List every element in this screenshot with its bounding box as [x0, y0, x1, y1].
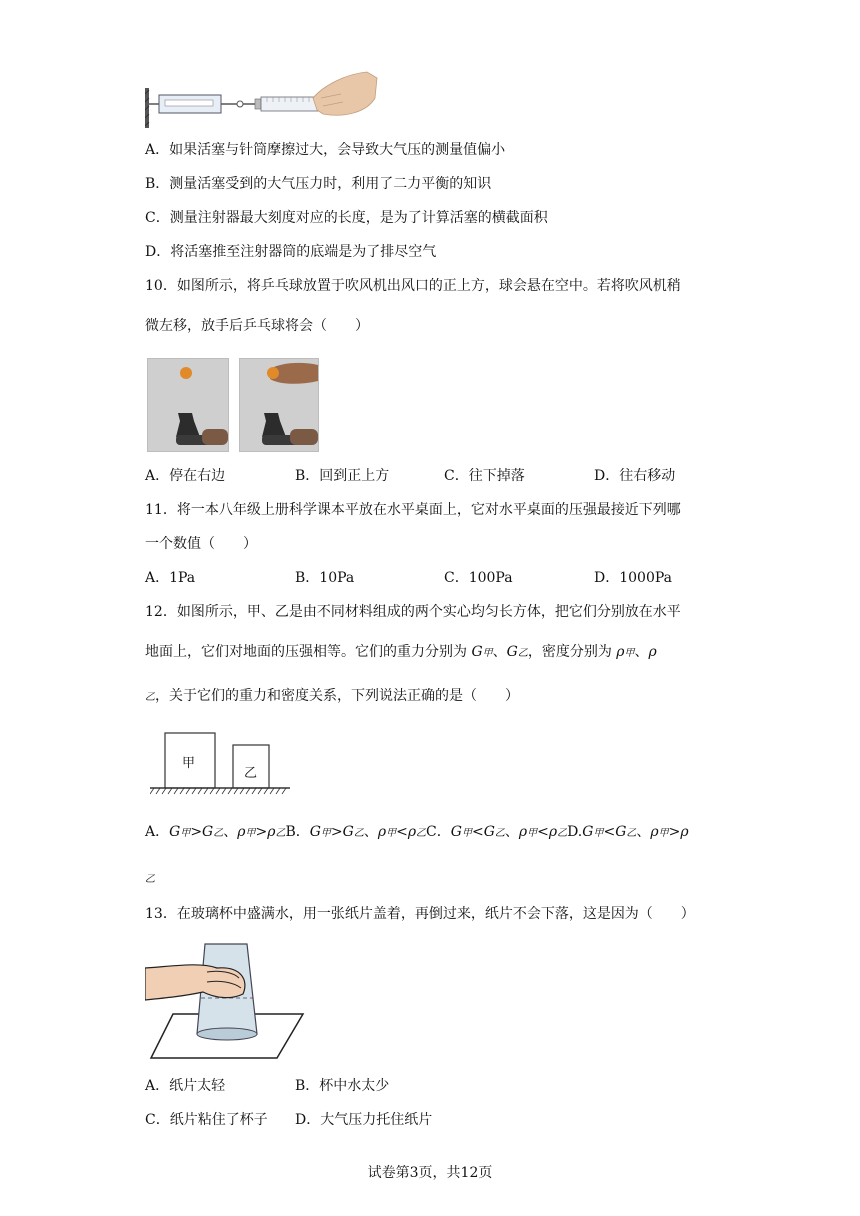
q10-option-c: C．往下掉落: [444, 468, 525, 484]
q10-stem-line1: 10．如图所示，将乒乓球放置于吹风机出风口的正上方，球会悬在空中。若将吹风机稍: [145, 278, 681, 294]
page-footer: 试卷第3页，共12页: [367, 1165, 493, 1181]
figure-ping-pong-photo-1: [147, 358, 229, 452]
block-label-jia: 甲: [182, 756, 196, 771]
q9-option-c: C．测量注射器最大刻度对应的长度，是为了计算活塞的横截面积: [145, 210, 548, 226]
q12-stem-line2: 地面上，它们对地面的压强相等。它们的重力分别为 G甲、G乙，密度分别为 ρ甲、ρ: [145, 644, 657, 660]
q9-option-d: D．将活塞推至注射器筒的底端是为了排尽空气: [145, 244, 437, 260]
figure-inverted-glass: [145, 938, 305, 1062]
q13-stem-line1: 13．在玻璃杯中盛满水，用一张纸片盖着，再倒过来，纸片不会下落，这是因为（ ）: [145, 906, 695, 922]
figure-two-blocks: [150, 730, 290, 800]
q11-option-a: A．1Pa: [145, 570, 196, 586]
q12-stem-line1: 12．如图所示，甲、乙是由不同材料组成的两个实心均匀长方体，把它们分别放在水平: [145, 604, 681, 620]
q11-option-c: C．100Pa: [444, 570, 513, 586]
q9-option-a: A．如果活塞与针筒摩擦过大，会导致大气压的测量值偏小: [145, 142, 506, 158]
q9-option-b: B．测量活塞受到的大气压力时，利用了二力平衡的知识: [145, 176, 492, 192]
q11-option-b: B．10Pa: [295, 570, 355, 586]
q10-option-a: A．停在右边: [145, 468, 226, 484]
q10-stem-line2: 微左移，放手后乒乓球将会（ ）: [145, 318, 369, 334]
block-label-yi: 乙: [244, 766, 258, 781]
q13-option-d: D．大气压力托住纸片: [295, 1112, 433, 1128]
q11-stem-line2: 一个数值（ ）: [145, 536, 257, 552]
figure-ping-pong-photo-2: [239, 358, 319, 452]
q13-option-b: B．杯中水太少: [295, 1078, 390, 1094]
q10-option-d: D．往右移动: [594, 468, 676, 484]
q12-options-tail: 乙: [145, 874, 155, 885]
q11-stem-line1: 11．将一本八年级上册科学课本平放在水平桌面上，它对水平桌面的压强最接近下列哪: [145, 502, 681, 518]
q13-option-a: A．纸片太轻: [145, 1078, 226, 1094]
figure-spring-scale-syringe: [145, 68, 380, 130]
q12-stem-line3: 乙，关于它们的重力和密度关系，下列说法正确的是（ ）: [145, 688, 519, 704]
q13-option-c: C．纸片粘住了杯子: [145, 1112, 268, 1128]
q10-option-b: B．回到正上方: [295, 468, 390, 484]
q11-option-d: D．1000Pa: [594, 570, 672, 586]
q12-options-line: A．G甲>G乙、ρ甲>ρ乙B．G甲>G乙、ρ甲<ρ乙C．G甲<G乙、ρ甲<ρ乙D.G甲<G乙、ρ甲>ρ: [145, 824, 689, 840]
